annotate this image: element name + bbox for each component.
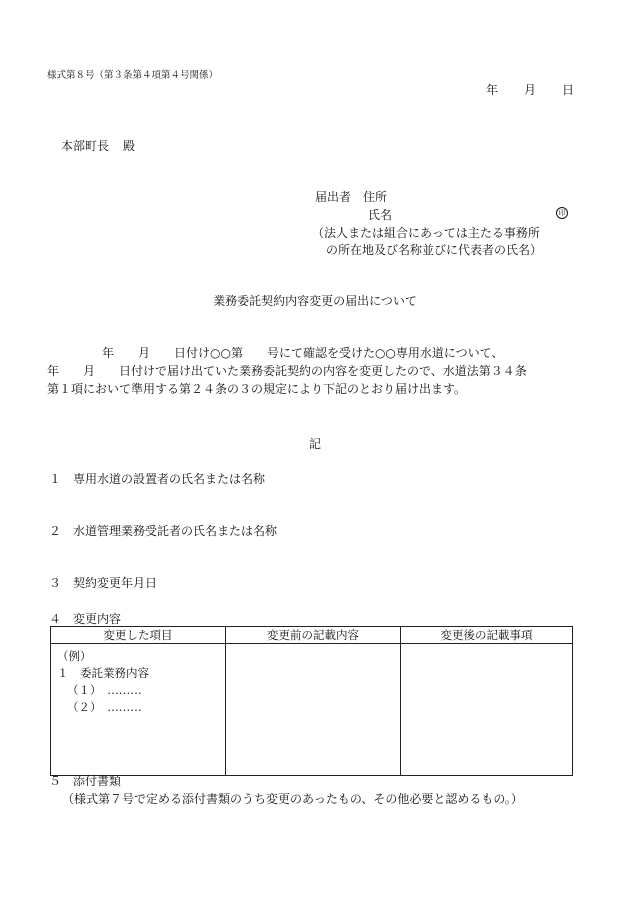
addressee-name: 本部町長 (61, 139, 110, 153)
item-1 (49, 470, 265, 487)
notifier-note-line-1: （法人または組合にあっては主たる事務所 (312, 226, 540, 240)
changes-table (50, 626, 573, 776)
changed-item-cell (51, 644, 226, 776)
date-year: 年 (486, 83, 499, 97)
ki-heading: 記 (308, 437, 321, 451)
example-label: （例） (57, 649, 92, 663)
addressee-honorific: 殿 (123, 139, 136, 153)
notifier-note-line-2: の所在地及び名称並びに代表者の氏名） (326, 243, 543, 257)
item-5 (49, 772, 121, 789)
example-line-2: （１） ……… (67, 683, 142, 697)
seal-mark-icon: 印 (556, 207, 568, 219)
body-paragraph (47, 344, 587, 398)
item-3 (49, 574, 157, 591)
item-number: ３ (49, 576, 62, 590)
item-text: 添付書類 (73, 774, 122, 788)
item-text: 変更内容 (73, 612, 122, 626)
date-month: 月 (524, 83, 537, 97)
example-line-1: １ 委託業務内容 (57, 666, 149, 680)
date-line (486, 81, 574, 98)
notifier-label: 届出者 (315, 190, 352, 204)
notifier-name-label: 氏名 (368, 208, 393, 222)
item-text: 契約変更年月日 (73, 576, 158, 590)
item-2 (49, 522, 277, 539)
body-line-3: 第１項において準用する第２４条の３の規定により下記のとおり届け出ます。 (47, 382, 467, 396)
table-header-cell: 変更した項目 (51, 627, 226, 644)
after-content-cell (401, 644, 573, 776)
example-line-3: （２） ……… (67, 700, 142, 714)
item-text: 専用水道の設置者の氏名または名称 (73, 472, 266, 486)
address-label: 住所 (363, 190, 388, 204)
body-line-1: 年 月 日付け○○第 号にて確認を受けた○○専用水道について、 (102, 346, 504, 360)
item-number: ２ (49, 524, 62, 538)
addressee (61, 137, 135, 154)
table-header-cell: 変更後の記載事項 (401, 627, 573, 644)
item-number: ４ (49, 612, 62, 626)
table-header-row (51, 627, 573, 644)
item-text: 水道管理業務受託者の氏名または名称 (73, 524, 278, 538)
notifier-address-line (315, 188, 387, 205)
document-title: 業務委託契約内容変更の届出について (213, 294, 417, 308)
table-row (51, 644, 573, 776)
item-4 (49, 610, 121, 627)
form-number: 様式第８号（第３条第４項第４号関係） (47, 70, 219, 81)
attachments-note: （様式第７号で定める添付書類のうち変更のあったもの、その他必要と認めるもの。） (62, 792, 523, 806)
item-number: ５ (49, 774, 62, 788)
body-line-2: 年 月 日付けで届け出ていた業務委託契約の内容を変更したので、水道法第３４条 (47, 364, 527, 378)
date-day: 日 (562, 83, 575, 97)
item-number: １ (49, 472, 62, 486)
table-header-cell: 変更前の記載内容 (226, 627, 401, 644)
before-content-cell (226, 644, 401, 776)
